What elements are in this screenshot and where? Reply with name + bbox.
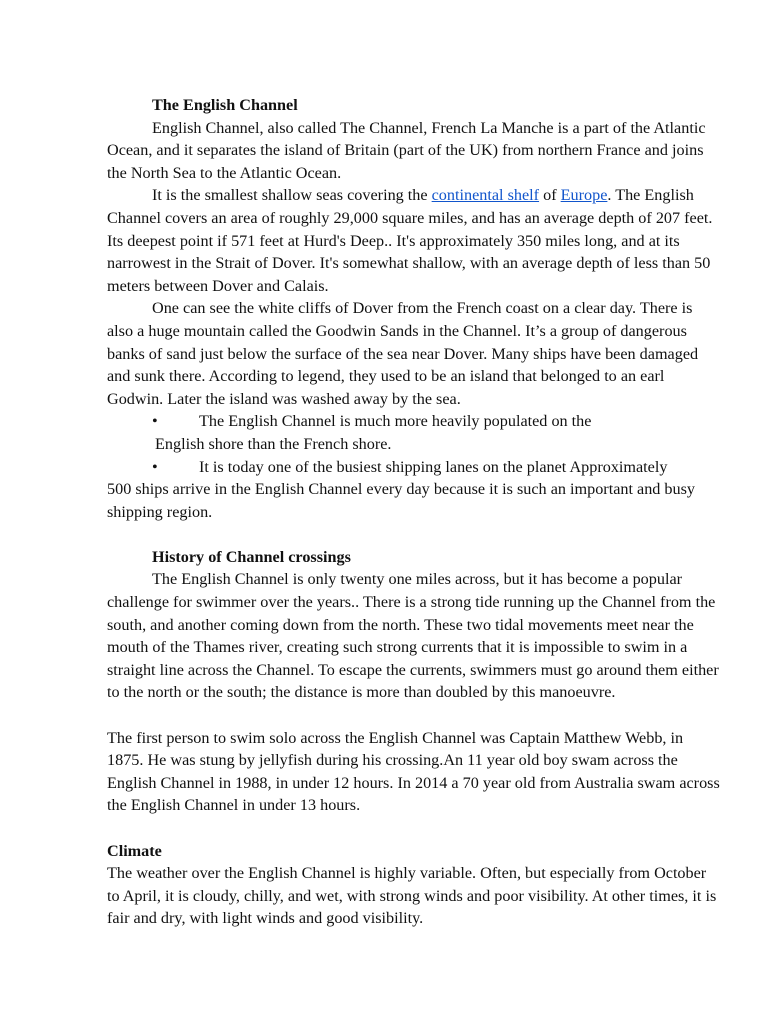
bullet-item-populated [107,410,722,433]
section-heading-history: History of Channel crossings [152,547,351,566]
document-page [107,94,722,930]
paragraph-first-swim: The first person to swim solo across the English Channel was Captain Matthew Webb, in 1875. He was stung by jellyfish during his crossing.An 11 year old boy swam across the English Channel in 1988, in under 12 hours. In 2014 a 70 year old from Australia swam across the English Channel in under 13 hours. [107,728,720,815]
bullet-item-shipping-rest: 500 ships arrive in the English Channel every day because it is such an important and busy shipping region. [107,480,696,521]
paragraph-gap [107,704,722,727]
paragraph-crossings: The English Channel is only twenty one miles across, but it has become a popular challenge for swimmer over the years.. There is a strong tide running up the Channel from the south, and another coming down from the north. These two tidal movements meet near the mouth of the Thames river, creating such strong currents that it is impossible to swim in a straight line across the Channel. To escape the currents, swimmers must go around them either to the north or the south; the distance is more than doubled by this manoeuvre. [107,570,719,702]
paragraph-shelf-text-1: It is the smallest shallow seas covering the [152,186,432,205]
bullet-item-populated-line2: English shore than the French shore. [155,434,392,453]
paragraph-shelf-text-3: . The English Channel covers an area of roughly 29,000 square miles, and has an average depth of 207 feet. Its deepest point if 571 feet at Hurd's Deep.. It's approximately 350 miles long, and at its narrowest in the Strait of Dover. It's somewhat shallow, with an average depth of less than 50 meters between Dover and Calais. [107,186,713,295]
paragraph-gap [107,817,722,840]
paragraph-climate: The weather over the English Channel is highly variable. Often, but especially from October to April, it is cloudy, chilly, and wet, with strong winds and poor visibility. At other times, it is fair and dry, with light winds and good visibility. [107,864,717,928]
paragraph-shelf-text-2: of [539,186,561,205]
bullet-symbol: • [152,412,158,431]
bullet-item-populated-line1: The English Channel is much more heavily populated on the [199,412,592,431]
paragraph-cliffs: One can see the white cliffs of Dover from the French coast on a clear day. There is also a huge mountain called the Goodwin Sands in the Channel. It’s a group of dangerous banks of sand just below the surface of the sea near Dover. Many ships have been damaged and sunk there. According to legend, they used to be an island that belonged to an earl Godwin. Later the island was washed away by the sea. [107,299,699,408]
bullet-symbol: • [152,457,158,476]
paragraph-intro: English Channel, also called The Channel, French La Manche is a part of the Atlantic Ocean, and it separates the island of Britain (part of the UK) from northern France and joins the North Sea to the Atlantic Ocean. [107,118,706,182]
link-europe[interactable]: Europe [560,186,608,205]
section-heading-climate: Climate [107,841,162,860]
link-continental-shelf[interactable]: continental shelf [431,186,540,205]
paragraph-shelf [107,184,722,297]
paragraph-gap [107,523,722,546]
section-heading-english-channel: The English Channel [152,96,298,114]
bullet-item-shipping-line1: It is today one of the busiest shipping lanes on the planet Approximately [199,457,668,476]
bullet-item-shipping [107,456,722,524]
